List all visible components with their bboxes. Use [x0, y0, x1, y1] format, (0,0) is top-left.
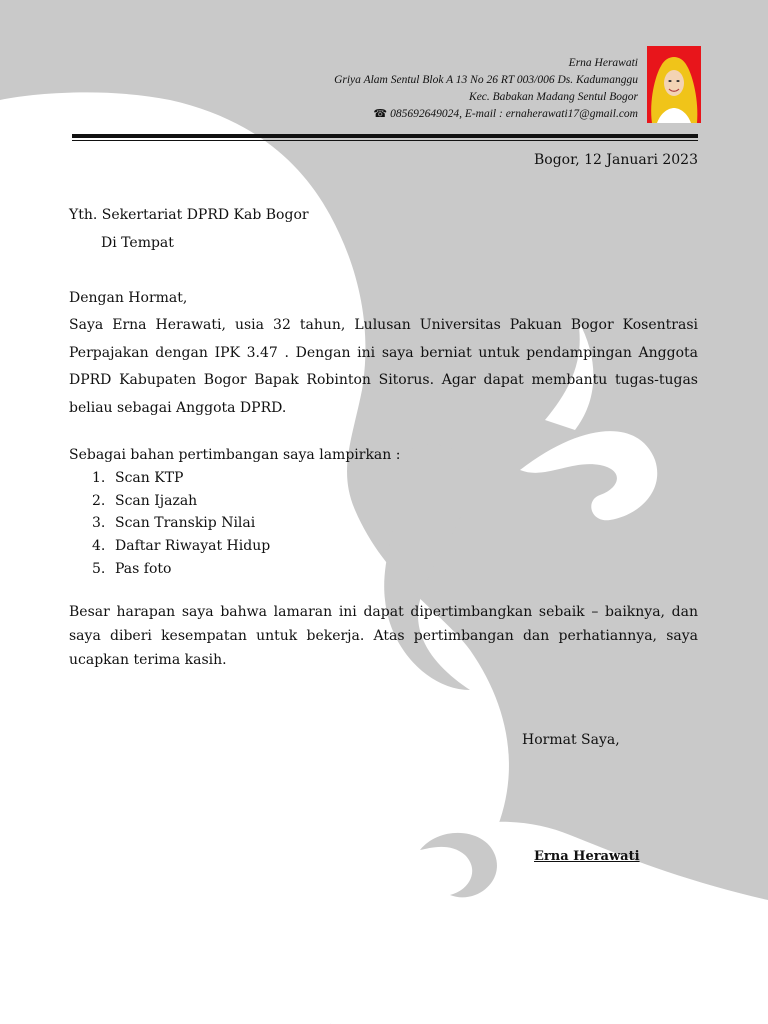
list-item-number: 4. [92, 538, 106, 555]
body-paragraph-2: Besar harapan saya bahwa lamaran ini dapat dipertimbangkan sebaik – baiknya, dan saya diberi kesempatan untuk bekerja. Atas pertimbangan dan perhatiannya, saya ucapkan terima kasih. [69, 604, 698, 668]
greeting: Dengan Hormat, [69, 290, 188, 306]
closing: Hormat Saya, [522, 732, 620, 748]
list-item-label: Daftar Riwayat Hidup [115, 538, 271, 555]
sender-address-line1: Griya Alam Sentul Blok A 13 No 26 RT 003/006 Ds. Kadumanggu [334, 74, 638, 86]
sender-contact-line [118, 106, 638, 123]
phone-icon: ☎ [373, 108, 388, 120]
list-item-label: Scan Transkip Nilai [115, 515, 256, 532]
list-item [92, 512, 270, 535]
letter-date: Bogor, 12 Januari 2023 [533, 152, 698, 168]
list-item-label: Scan KTP [115, 470, 184, 486]
list-item-number: 2. [92, 492, 106, 509]
list-item [92, 558, 270, 581]
sender-name: Erna Herawati [568, 57, 638, 69]
recipient-line1: Yth. Sekertariat DPRD Kab Bogor [69, 207, 309, 223]
list-item [92, 490, 270, 513]
list-item-number: 3. [92, 515, 106, 532]
list-item-label: Pas foto [115, 560, 172, 577]
attachments-list [92, 467, 270, 581]
sender-contact: 085692649024, E-mail : ernaherawati17@gmail.com [390, 108, 638, 120]
letterhead-rule-thick [72, 134, 698, 138]
letterhead [118, 55, 638, 123]
list-item-label: Scan Ijazah [115, 492, 198, 509]
letterhead-rule-thin [72, 140, 698, 141]
attachments-intro: Sebagai bahan pertimbangan saya lampirkan : [69, 447, 401, 463]
signature-name: Erna Herawati [534, 849, 640, 864]
body-paragraph-1: Saya Erna Herawati, usia 32 tahun, Lulusan Universitas Pakuan Bogor Kosentrasi Perpajakan dengan IPK 3.47 . Dengan ini saya berniat untuk pendampingan Anggota DPRD Kabupaten Bogor Bapak Robinton Sitorus. Agar dapat membantu tugas-tugas beliau sebagai Anggota DPRD. [69, 317, 698, 416]
recipient-line2: Di Tempat [101, 235, 174, 251]
list-item [92, 535, 270, 558]
list-item-number: 5. [92, 560, 106, 577]
list-item [92, 467, 270, 490]
profile-photo [647, 46, 701, 123]
list-item-number: 1. [92, 470, 106, 486]
sender-address-line2: Kec. Babakan Madang Sentul Bogor [469, 91, 638, 103]
